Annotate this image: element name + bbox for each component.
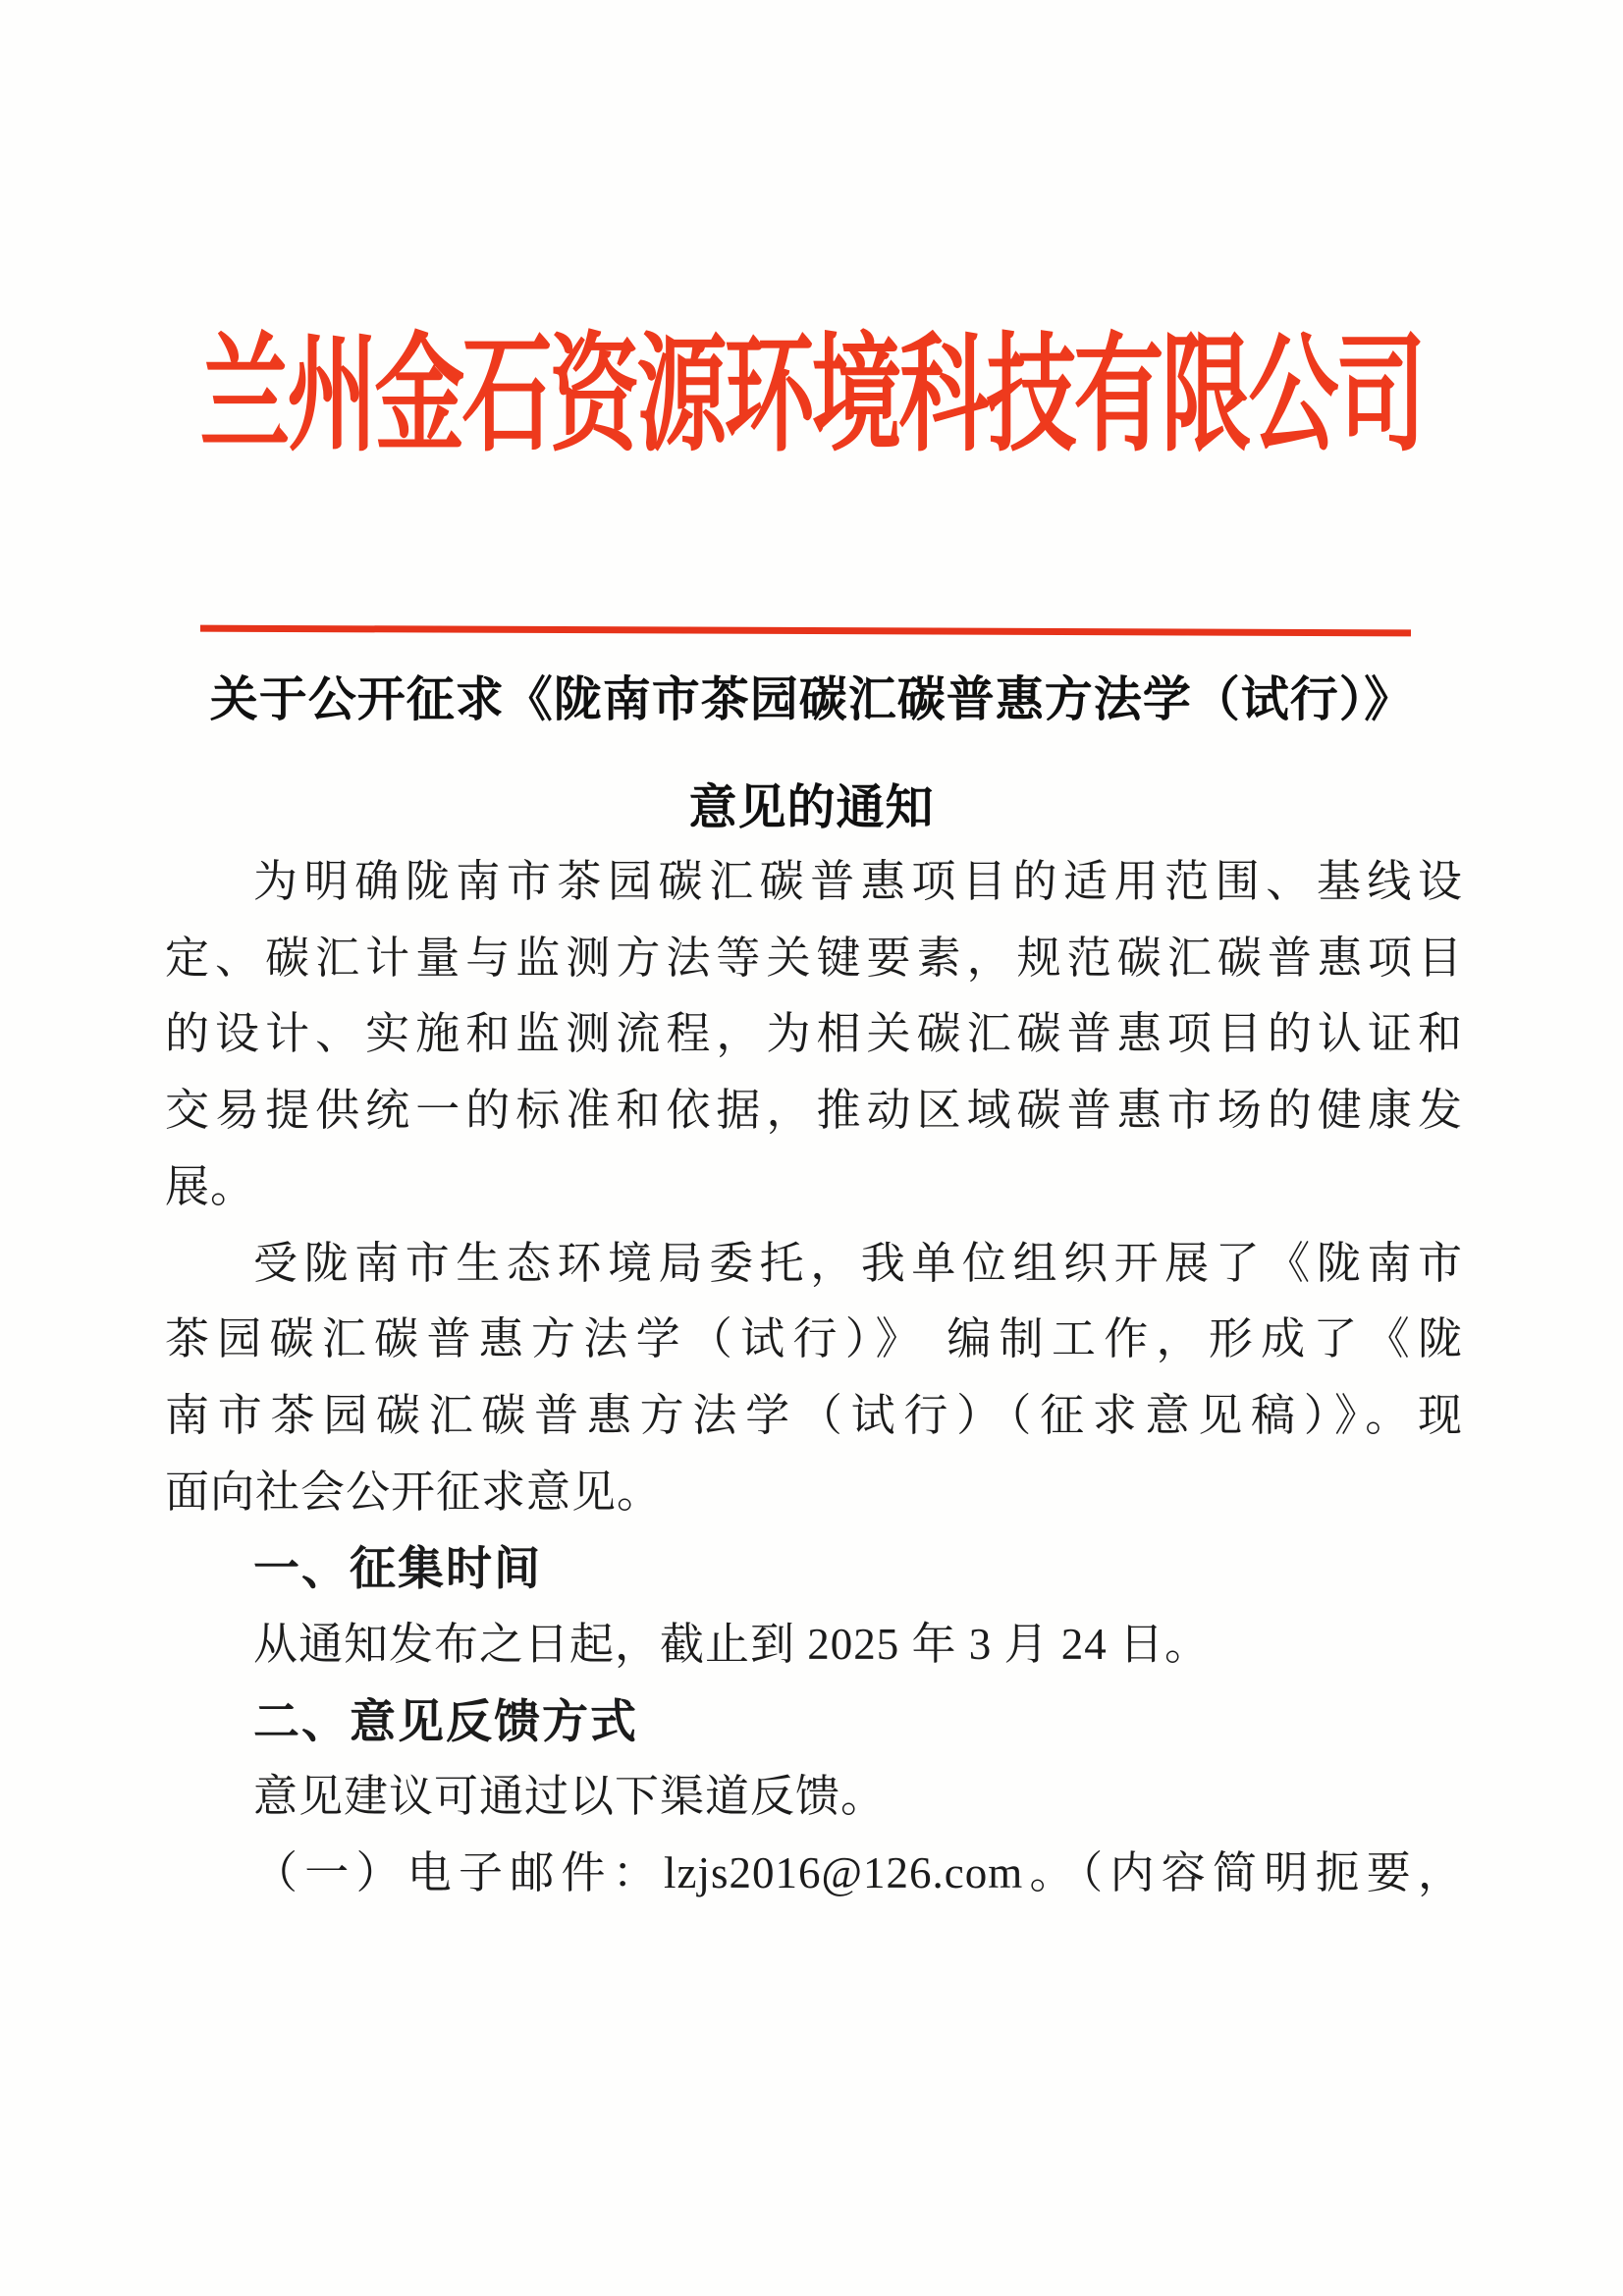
body-line-email: （一）电子邮件：lzjs2016@126.com。（内容简明扼要， bbox=[253, 1848, 1463, 1898]
notice-title-line2: 意见的通知 bbox=[688, 780, 935, 834]
body-line: 交易提供统一的标准和依据，推动区域碳普惠市场的健康发 bbox=[165, 1086, 1463, 1136]
section-heading-collection-time: 一、征集时间 bbox=[253, 1542, 542, 1595]
body-line-deadline: 从通知发布之日起，截止到 2025 年 3 月 24 日。 bbox=[253, 1620, 1211, 1670]
body-line: 受陇南市生态环境局委托，我单位组织开展了《陇南市 bbox=[253, 1238, 1463, 1288]
body-line: 为明确陇南市茶园碳汇碳普惠项目的适用范围、基线设 bbox=[253, 857, 1463, 906]
body-line: 南市茶园碳汇碳普惠方法学（试行）（征求意见稿）》。现 bbox=[165, 1390, 1463, 1440]
company-letterhead: 兰州金石资源环境科技有限公司 bbox=[199, 324, 1424, 467]
section-heading-feedback-method: 二、意见反馈方式 bbox=[253, 1694, 638, 1747]
body-line: 的设计、实施和监测流程，为相关碳汇碳普惠项目的认证和 bbox=[165, 1009, 1463, 1059]
body-line: 定、碳汇计量与监测方法等关键要素，规范碳汇碳普惠项目 bbox=[165, 933, 1463, 983]
body-line: 展。 bbox=[165, 1161, 256, 1211]
notice-body bbox=[165, 844, 1463, 1912]
body-line: 面向社会公开征求意见。 bbox=[165, 1467, 663, 1517]
notice-title-line1: 关于公开征求《陇南市茶园碳汇碳普惠方法学（试行）》 bbox=[209, 672, 1414, 726]
body-line: 意见建议可通过以下渠道反馈。 bbox=[253, 1772, 887, 1822]
body-line: 茶园碳汇碳普惠方法学（试行）》 编制工作，形成了《陇 bbox=[165, 1314, 1463, 1364]
letterhead-divider-rule bbox=[200, 625, 1411, 637]
